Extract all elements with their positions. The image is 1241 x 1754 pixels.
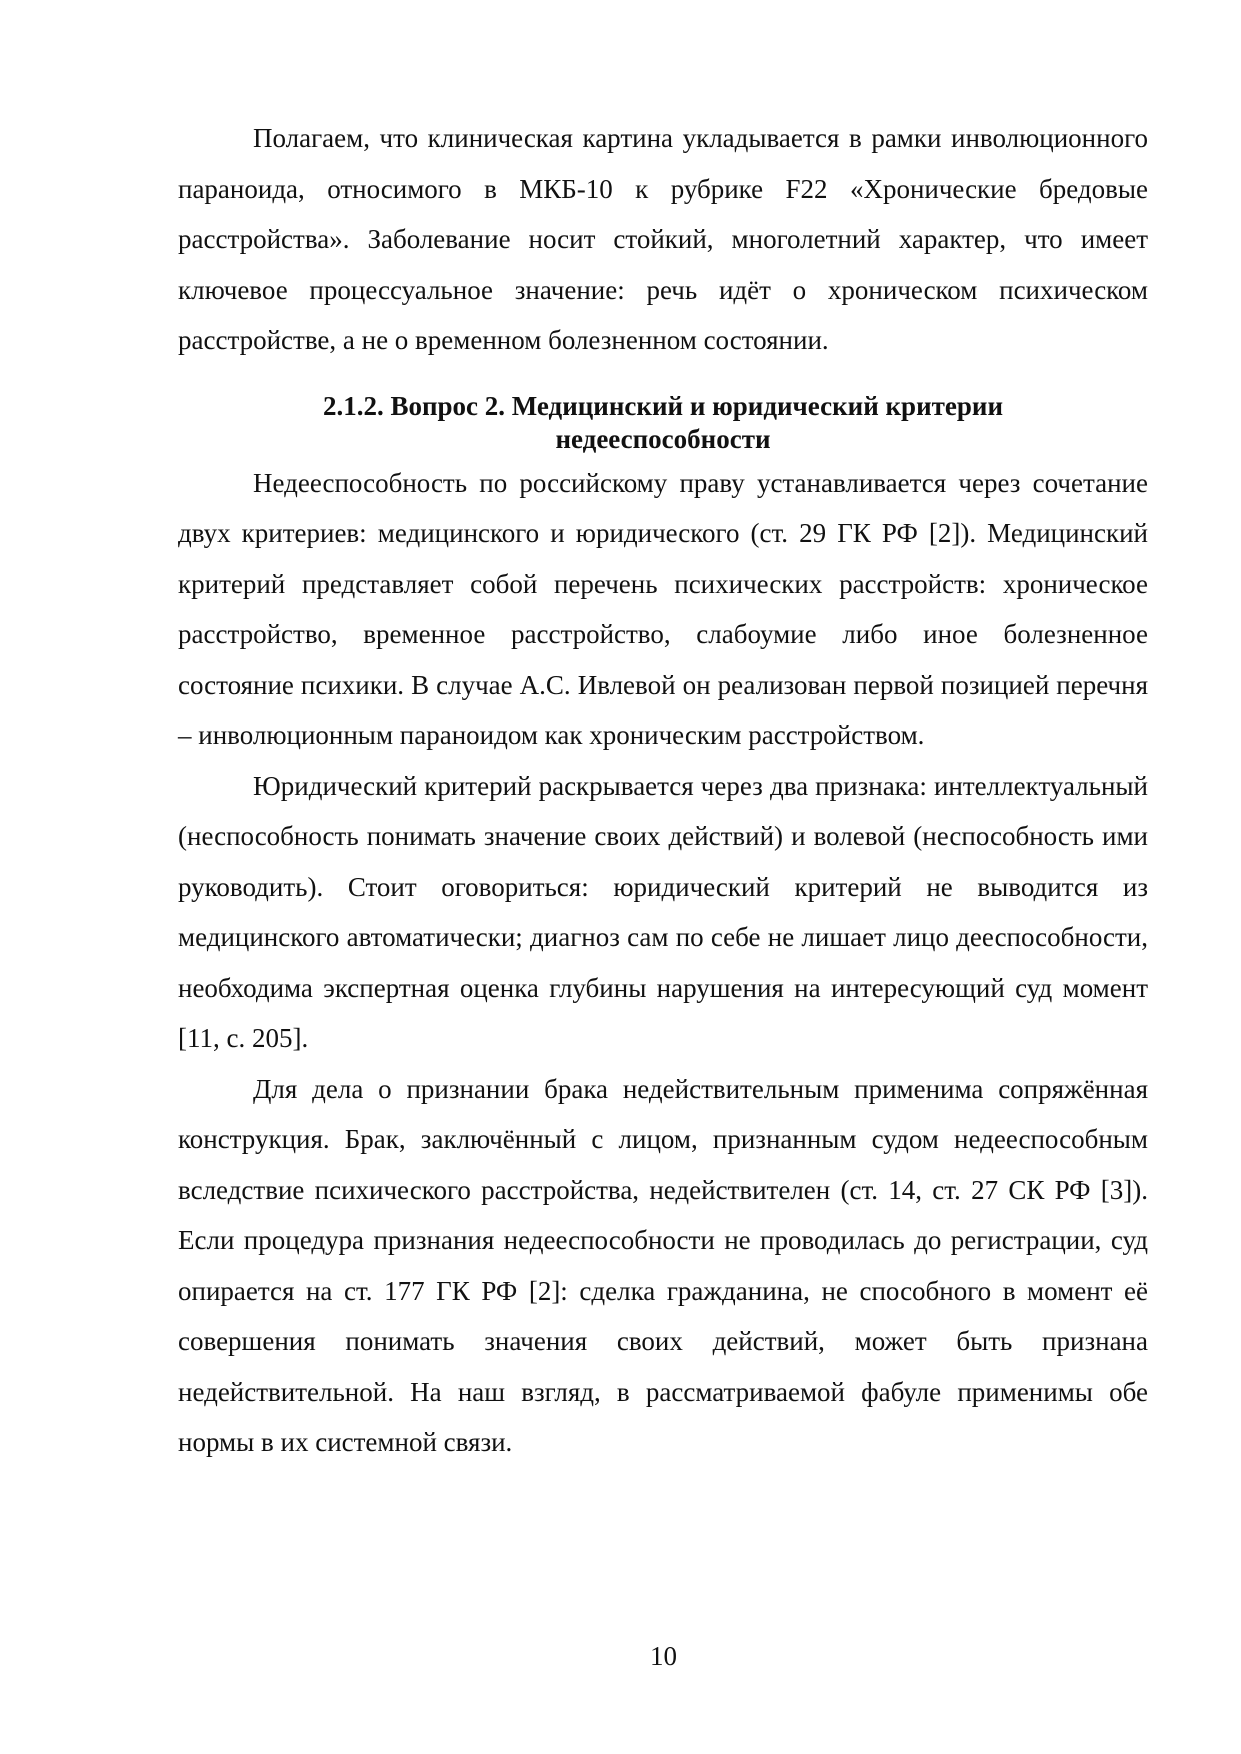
section-heading-line-1: 2.1.2. Вопрос 2. Медицинский и юридический критерии — [322, 390, 1004, 421]
document-page — [178, 113, 1148, 1468]
paragraph-marriage-invalidity: Для дела о признании брака недействительным применима сопряжённая конструкция. Брак, заключённый с лицом, признанным судом недееспособным вследствие психического расстройства, недействителен (ст. 14, ст. 27 СК РФ [3]). Если процедура признания недееспособности не проводилась до регистрации, суд опирается на ст. 177 ГК РФ [2]: сделка гражданина, не способного в момент её совершения понимать значения своих действий, может быть признана недействительной. На наш взгляд, в рассматриваемой фабуле применимы обе нормы в их системной связи. — [178, 1073, 1148, 1457]
section-heading — [178, 366, 1148, 458]
page-number: 10 — [650, 1641, 677, 1671]
paragraph-incapacity-criteria: Недееспособность по российскому праву устанавливается через сочетание двух критериев: медицинского и юридического (ст. 29 ГК РФ [2]). Медицинский критерий представляет собой перечень психических расстройств: хроническое расстройство, временное расстройство, слабоумие либо иное болезненное состояние психики. В случае А.С. Ивлевой он реализован первой позицией перечня – инволюционным параноидом как хроническим расстройством. — [178, 467, 1148, 750]
paragraph-clinical-picture: Полагаем, что клиническая картина укладывается в рамки инволюционного параноида, относимого в МКБ-10 к рубрике F22 «Хронические бредовые расстройства». Заболевание носит стойкий, многолетний характер, что имеет ключевое процессуальное значение: речь идёт о хроническом психическом расстройстве, а не о временном болезненном состоянии. — [178, 123, 1148, 355]
paragraph-legal-criterion: Юридический критерий раскрывается через два признака: интеллектуальный (неспособность понимать значение своих действий) и волевой (неспособность ими руководить). Стоит оговориться: юридический критерий не выводится из медицинского автоматически; диагноз сам по себе не лишает лицо дееспособности, необходима экспертная оценка глубины нарушения на интересующий суд момент [11, с. 205]. — [178, 770, 1148, 1053]
section-heading-line-2: недееспособности — [555, 423, 771, 454]
